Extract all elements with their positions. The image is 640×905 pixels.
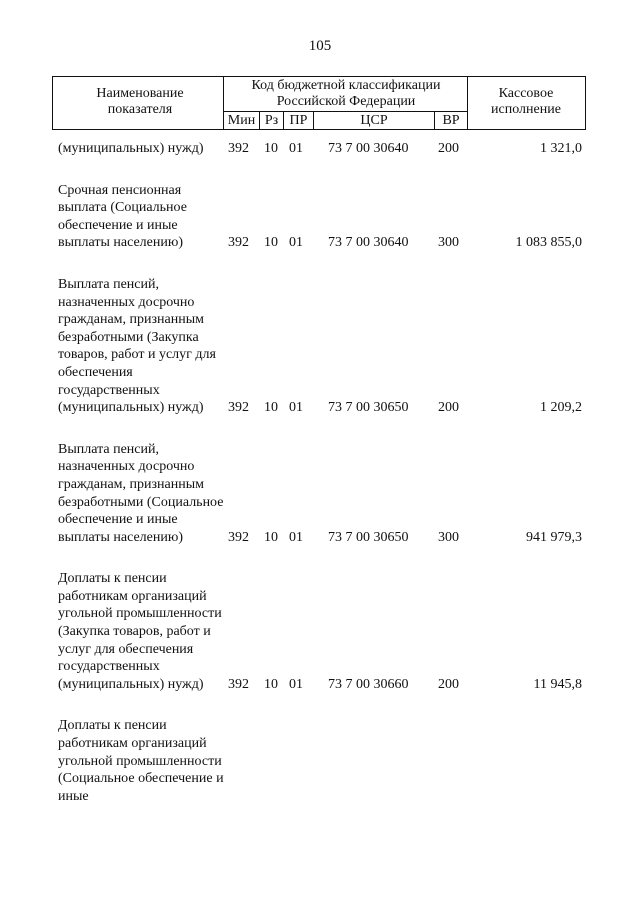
header-bottom-border	[52, 129, 586, 130]
row-pr: 01	[289, 529, 303, 545]
row-csr: 73 7 00 30640	[328, 235, 409, 251]
row-min: 392	[228, 141, 249, 156]
row-amount: 1 083 855,0	[515, 235, 582, 251]
header-name-column: Наименование показателя	[96, 86, 184, 117]
row-amount: 941 979,3	[526, 529, 582, 545]
table-row	[52, 570, 586, 693]
row-min: 392	[228, 529, 249, 545]
row-min: 392	[228, 400, 249, 416]
header-vr: ВР	[442, 113, 460, 128]
row-vr: 200	[438, 400, 459, 416]
header-code-group: Код бюджетной классификации Российской Федерации	[251, 78, 441, 109]
row-vr: 200	[438, 141, 459, 156]
row-csr: 73 7 00 30640	[328, 141, 409, 156]
row-rz: 10	[264, 400, 278, 416]
row-name: Выплата пенсий, назначенных досрочно гражданам, признанным безработными (Закупка товаров, работ и услуг для обеспечения государственных (муниципальных) нужд)	[58, 276, 216, 416]
table-header	[52, 76, 586, 130]
header-right-border	[585, 76, 586, 130]
row-vr: 300	[438, 529, 459, 545]
row-rz: 10	[264, 235, 278, 251]
header-amount-column: Кассовое исполнение	[491, 86, 561, 117]
row-name: Выплата пенсий, назначенных досрочно гражданам, признанным безработными (Социальное обеспечение и иные выплаты населению)	[58, 441, 224, 545]
header-min: Мин	[227, 113, 256, 128]
row-min: 392	[228, 235, 249, 251]
row-vr: 300	[438, 235, 459, 251]
row-pr: 01	[289, 400, 303, 416]
row-amount: 11 945,8	[533, 676, 582, 692]
header-rz: Рз	[264, 113, 279, 128]
row-pr: 01	[289, 676, 303, 692]
row-name: Доплаты к пенсии работникам организаций угольной промышленности (Социальное обеспечение и иные	[58, 718, 224, 804]
row-name: Доплаты к пенсии работникам организаций угольной промышленности (Закупка товаров, работ и услуг для обеспечения государственных (муниципальных) нужд)	[58, 571, 222, 692]
header-pr: ПР	[289, 113, 308, 128]
table-row	[52, 276, 586, 417]
row-amount: 1 209,2	[540, 400, 582, 416]
table-row	[52, 717, 586, 805]
row-rz: 10	[264, 529, 278, 545]
table-row	[52, 140, 586, 158]
row-csr: 73 7 00 30660	[328, 676, 409, 692]
row-name: (муниципальных) нужд)	[58, 141, 204, 156]
table-row	[52, 441, 586, 547]
row-min: 392	[228, 676, 249, 692]
row-amount: 1 321,0	[540, 141, 582, 156]
row-name: Срочная пенсионная выплата (Социальное обеспечение и иные выплаты населению)	[58, 182, 187, 251]
row-rz: 10	[264, 141, 278, 156]
row-pr: 01	[289, 141, 303, 156]
row-rz: 10	[264, 676, 278, 692]
table-row	[52, 182, 586, 252]
row-csr: 73 7 00 30650	[328, 529, 409, 545]
page-number: 105	[308, 38, 332, 54]
header-divider-code	[467, 76, 468, 130]
header-top-border	[52, 76, 586, 77]
header-left-border	[52, 76, 53, 130]
table-body	[52, 140, 586, 829]
row-csr: 73 7 00 30650	[328, 400, 409, 416]
row-vr: 200	[438, 676, 459, 692]
header-csr: ЦСР	[360, 113, 388, 128]
row-pr: 01	[289, 235, 303, 251]
